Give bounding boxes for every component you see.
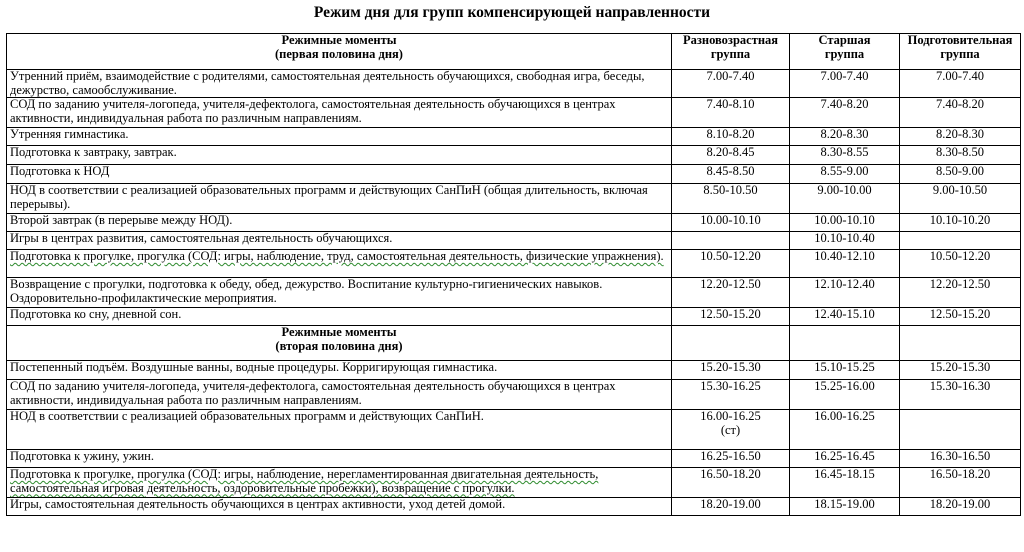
time-cell-mixed: 10.50-12.20 [672, 250, 790, 278]
second-half-header-line1: Режимные моменты [281, 325, 397, 339]
empty-cell [672, 326, 790, 361]
time-cell-senior: 8.20-8.30 [790, 128, 900, 146]
time-cell-senior: 12.40-15.10 [790, 308, 900, 326]
second-half-header [7, 326, 672, 361]
table-header-row [7, 34, 1021, 70]
time-cell-senior: 18.15-19.00 [790, 498, 900, 516]
activity-cell: Игры в центрах развития, самостоятельная деятельность обучающихся. [7, 232, 672, 250]
time-cell-preparatory: 16.30-16.50 [900, 450, 1021, 468]
time-cell-mixed: 16.25-16.50 [672, 450, 790, 468]
time-cell-mixed: 12.20-12.50 [672, 278, 790, 308]
time-cell-mixed: 10.00-10.10 [672, 214, 790, 232]
time-cell-senior: 8.30-8.55 [790, 146, 900, 165]
senior-group-word: группа [824, 46, 865, 61]
table-row [7, 361, 1021, 380]
time-cell-preparatory: 10.50-12.20 [900, 250, 1021, 278]
table-row [7, 250, 1021, 278]
activity-text: Подготовка к прогулке, прогулка (СОД: игры, наблюдение, нерегламентированная двигательная деятельность, самостоятельная игровая деятельность, оздоровительные пробежки), возвращение с прогулки. [10, 467, 599, 495]
table-row [7, 184, 1021, 214]
time-cell-mixed: 7.40-8.10 [672, 98, 790, 128]
time-cell-mixed: 15.20-15.30 [672, 361, 790, 380]
time-cell-preparatory: 8.50-9.00 [900, 165, 1021, 184]
time-value: 16.00-16.25 [700, 409, 761, 423]
table-row [7, 70, 1021, 98]
time-cell-preparatory: 8.30-8.50 [900, 146, 1021, 165]
table-row [7, 165, 1021, 184]
time-cell-mixed: 16.50-18.20 [672, 468, 790, 498]
activity-cell: Подготовка к завтраку, завтрак. [7, 146, 672, 165]
activity-cell [7, 468, 672, 498]
time-cell-preparatory: 9.00-10.50 [900, 184, 1021, 214]
time-cell-mixed: 12.50-15.20 [672, 308, 790, 326]
time-cell-preparatory: 12.50-15.20 [900, 308, 1021, 326]
table-row [7, 278, 1021, 308]
time-cell-preparatory: 16.50-18.20 [900, 468, 1021, 498]
time-cell-mixed: 18.20-19.00 [672, 498, 790, 516]
time-cell-senior: 15.10-15.25 [790, 361, 900, 380]
table-row [7, 232, 1021, 250]
empty-cell [790, 326, 900, 361]
moments-header-line2: (первая половина дня) [275, 46, 403, 61]
time-cell-mixed: 8.50-10.50 [672, 184, 790, 214]
table-row [7, 410, 1021, 450]
table-row [7, 450, 1021, 468]
activity-cell: Утренняя гимнастика. [7, 128, 672, 146]
table-row [7, 146, 1021, 165]
time-cell-senior: 8.55-9.00 [790, 165, 900, 184]
table-row [7, 128, 1021, 146]
section-header-row [7, 326, 1021, 361]
time-cell-preparatory: 12.20-12.50 [900, 278, 1021, 308]
time-cell-senior: 16.25-16.45 [790, 450, 900, 468]
time-cell-senior: 10.40-12.10 [790, 250, 900, 278]
table-row [7, 468, 1021, 498]
activity-cell: Утренний приём, взаимодействие с родителями, самостоятельная деятельность обучающихся, свободная игра, беседы, дежурство, самообслуживание. [7, 70, 672, 98]
time-cell-preparatory: 7.40-8.20 [900, 98, 1021, 128]
preparatory-group-word: группа [940, 46, 980, 61]
mixed-age-group-header [672, 34, 790, 70]
schedule-table [6, 33, 1021, 516]
table-row [7, 498, 1021, 516]
time-cell-preparatory: 18.20-19.00 [900, 498, 1021, 516]
empty-cell [900, 326, 1021, 361]
time-cell-preparatory: 15.30-16.30 [900, 380, 1021, 410]
time-cell-senior: 7.40-8.20 [790, 98, 900, 128]
table-row [7, 308, 1021, 326]
moments-header [7, 34, 672, 70]
table-row [7, 98, 1021, 128]
time-cell-preparatory: 10.10-10.20 [900, 214, 1021, 232]
activity-cell: Подготовка ко сну, дневной сон. [7, 308, 672, 326]
time-cell-senior: 12.10-12.40 [790, 278, 900, 308]
time-cell-preparatory [900, 232, 1021, 250]
document-title: Режим дня для групп компенсирующей направленности [313, 4, 711, 21]
time-cell-senior: 16.00-16.25 [790, 410, 900, 450]
time-cell-mixed: 8.45-8.50 [672, 165, 790, 184]
preparatory-group-header [900, 34, 1021, 70]
time-cell-mixed [672, 410, 790, 450]
time-cell-senior: 10.00-10.10 [790, 214, 900, 232]
activity-cell [7, 250, 672, 278]
activity-cell: НОД в соответствии с реализацией образовательных программ и действующих СанПиН. [7, 410, 672, 450]
preparatory-label: Подготовительная [907, 33, 1013, 47]
table-row [7, 380, 1021, 410]
time-cell-preparatory: 7.00-7.40 [900, 70, 1021, 98]
time-cell-senior: 15.25-16.00 [790, 380, 900, 410]
time-cell-senior: 7.00-7.40 [790, 70, 900, 98]
time-cell-mixed: 7.00-7.40 [672, 70, 790, 98]
time-note: (ст) [720, 422, 741, 437]
activity-cell: СОД по заданию учителя-логопеда, учителя-дефектолога, самостоятельная деятельность обучающихся в центрах активности, индивидуальная работа по различным направлениям. [7, 98, 672, 128]
moments-header-line1: Режимные моменты [281, 33, 397, 47]
time-cell-mixed: 15.30-16.25 [672, 380, 790, 410]
activity-cell: Второй завтрак (в перерыве между НОД). [7, 214, 672, 232]
activity-cell: Подготовка к ужину, ужин. [7, 450, 672, 468]
time-cell-senior: 10.10-10.40 [790, 232, 900, 250]
time-cell-mixed [672, 232, 790, 250]
activity-cell: Возвращение с прогулки, подготовка к обеду, обед, дежурство. Воспитание культурно-гигиенических навыков. Оздоровительно-профилактические мероприятия. [7, 278, 672, 308]
table-row [7, 214, 1021, 232]
mixed-age-group-word: группа [710, 46, 751, 61]
time-cell-mixed: 8.20-8.45 [672, 146, 790, 165]
time-cell-preparatory [900, 410, 1021, 450]
activity-text: Подготовка к прогулке, прогулка (СОД: игры, наблюдение, труд, самостоятельная деятельность, физические упражнения). [10, 249, 664, 263]
activity-cell: Постепенный подъём. Воздушные ванны, водные процедуры. Корригирующая гимнастика. [7, 361, 672, 380]
time-cell-preparatory: 8.20-8.30 [900, 128, 1021, 146]
mixed-age-label: Разновозрастная [682, 33, 779, 47]
second-half-header-line2: (вторая половина дня) [275, 338, 403, 353]
senior-label: Старшая [818, 33, 871, 47]
time-cell-preparatory: 15.20-15.30 [900, 361, 1021, 380]
time-cell-mixed: 8.10-8.20 [672, 128, 790, 146]
activity-cell: Игры, самостоятельная деятельность обучающихся в центрах активности, уход детей домой. [7, 498, 672, 516]
time-cell-senior: 9.00-10.00 [790, 184, 900, 214]
activity-cell: НОД в соответствии с реализацией образовательных программ и действующих СанПиН (общая длительность, включая перерывы). [7, 184, 672, 214]
activity-cell: Подготовка к НОД [7, 165, 672, 184]
activity-cell: СОД по заданию учителя-логопеда, учителя-дефектолога, самостоятельная деятельность обучающихся в центрах активности, индивидуальная работа по различным направлениям. [7, 380, 672, 410]
senior-group-header [790, 34, 900, 70]
time-cell-senior: 16.45-18.15 [790, 468, 900, 498]
